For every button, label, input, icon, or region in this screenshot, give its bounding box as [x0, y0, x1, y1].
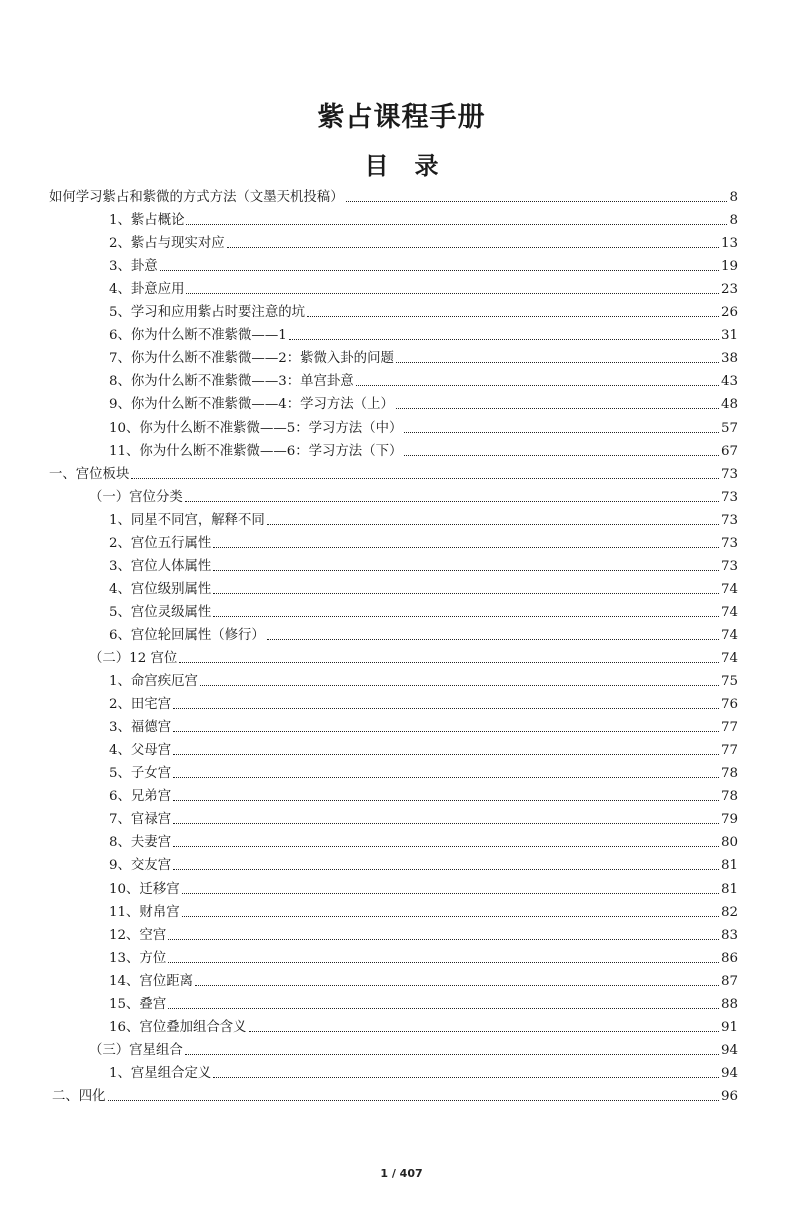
toc-entry[interactable]: [109, 278, 738, 298]
toc-entry-page: 13: [720, 236, 738, 252]
toc-entry[interactable]: [109, 924, 738, 944]
toc-leader-dots: [108, 1099, 719, 1101]
toc-entry[interactable]: [109, 509, 738, 529]
toc-entry-title: 7、官禄宫: [109, 812, 172, 828]
toc-leader-dots: [160, 269, 719, 271]
document-title: 紫占课程手册: [317, 102, 486, 133]
toc-entry-page: 94: [720, 1042, 738, 1058]
toc-entry[interactable]: [109, 808, 738, 828]
toc-entry-title: 6、你为什么断不准紫微——1: [109, 328, 287, 344]
toc-leader-dots: [168, 1007, 719, 1009]
toc-entry[interactable]: [109, 209, 738, 229]
toc-entry-title: 6、兄弟宫: [109, 789, 172, 805]
toc-entry-title: 11、财帛宫: [109, 904, 180, 920]
toc-entry-page: 74: [720, 604, 738, 620]
toc-entry[interactable]: [109, 831, 738, 851]
toc-leader-dots: [173, 707, 719, 709]
toc-entry-title: 9、交友宫: [109, 858, 172, 874]
toc-entry[interactable]: [109, 301, 738, 321]
toc-entry-page: 73: [720, 489, 738, 505]
toc-entry-title: 3、卦意: [109, 259, 158, 275]
toc-entry-page: 23: [720, 282, 738, 298]
toc-leader-dots: [356, 384, 719, 386]
toc-leader-dots: [213, 569, 719, 571]
toc-entry[interactable]: [109, 347, 738, 367]
toc-leader-dots: [213, 592, 719, 594]
toc-leader-dots: [168, 938, 719, 940]
toc-leader-dots: [173, 730, 719, 732]
toc-entry-page: 8: [729, 213, 738, 229]
toc-entry-page: 76: [720, 697, 738, 713]
toc-leader-dots: [173, 845, 719, 847]
toc-entry-page: 81: [720, 858, 738, 874]
toc-heading: [0, 146, 803, 181]
toc-entry-page: 8: [729, 190, 738, 205]
toc-entry-page: 94: [720, 1065, 738, 1081]
toc-leader-dots: [267, 523, 719, 525]
toc-entry-title: 7、你为什么断不准紫微——2：紫微入卦的问题: [109, 351, 394, 367]
toc-entry[interactable]: [109, 578, 738, 598]
toc-entry[interactable]: [109, 739, 738, 759]
toc-entry-page: 73: [720, 558, 738, 574]
toc-entry[interactable]: [109, 440, 738, 460]
page-number: 1 / 407: [380, 1167, 423, 1180]
toc-entry-page: 88: [720, 996, 738, 1012]
toc-entry[interactable]: [109, 901, 738, 921]
toc-entry[interactable]: [109, 393, 738, 413]
toc-entry-title: 2、宫位五行属性: [109, 535, 212, 551]
toc-entry[interactable]: [109, 970, 738, 990]
toc-entry-title: 9、你为什么断不准紫微——4：学习方法（上）: [109, 397, 394, 413]
toc-leader-dots: [200, 684, 719, 686]
toc-leader-dots: [404, 454, 719, 456]
toc-leader-dots: [213, 1076, 719, 1078]
toc-entry-title: 10、迁移宫: [109, 881, 180, 897]
toc-heading-char-1: 目: [364, 152, 389, 180]
toc-entry[interactable]: [109, 670, 738, 690]
toc-leader-dots: [173, 822, 719, 824]
toc-entry-page: 31: [720, 328, 738, 344]
toc-entry-title: 12、空宫: [109, 927, 167, 943]
toc-entry-page: 74: [720, 581, 738, 597]
toc-entry-page: 26: [720, 305, 738, 321]
toc-entry-page: 73: [720, 535, 738, 551]
toc-entry-title: 3、福德宫: [109, 720, 172, 736]
toc-entry-title: 1、宫星组合定义: [109, 1065, 212, 1081]
toc-entry[interactable]: [109, 601, 738, 621]
toc-entry-title: 10、你为什么断不准紫微——5：学习方法（中）: [109, 420, 403, 436]
toc-entry-title: 15、叠宫: [109, 996, 167, 1012]
toc-entry-title: （二）12 宫位: [89, 651, 178, 666]
toc-entry-page: 43: [720, 374, 738, 390]
toc-entry-title: 3、宫位人体属性: [109, 558, 212, 574]
toc-entry-page: 78: [720, 789, 738, 805]
toc-entry[interactable]: [109, 417, 738, 437]
toc-entry[interactable]: [109, 693, 738, 713]
toc-entry[interactable]: [109, 1016, 738, 1036]
toc-leader-dots: [182, 892, 719, 894]
toc-entry-page: 75: [720, 674, 738, 690]
toc-leader-dots: [168, 961, 719, 963]
toc-entry-page: 67: [720, 443, 738, 459]
toc-entry[interactable]: [109, 555, 738, 575]
toc-leader-dots: [173, 776, 719, 778]
toc-entry-title: 4、父母宫: [109, 743, 172, 759]
toc-entry[interactable]: [109, 232, 738, 252]
toc-entry-page: 87: [720, 973, 738, 989]
toc-entry-page: 73: [720, 512, 738, 528]
toc-entry-title: 4、卦意应用: [109, 282, 185, 298]
toc-entry[interactable]: [109, 324, 738, 344]
toc-entry[interactable]: [109, 1062, 738, 1082]
toc-leader-dots: [173, 799, 719, 801]
toc-entry[interactable]: [109, 255, 738, 275]
toc-leader-dots: [185, 500, 719, 502]
toc-entry-page: 73: [720, 466, 738, 482]
toc-entry-page: 81: [720, 881, 738, 897]
toc-entry-title: 1、紫占概论: [109, 213, 185, 229]
toc-leader-dots: [213, 546, 719, 548]
toc-entry[interactable]: [49, 463, 738, 483]
toc-entry-title: 2、田宅宫: [109, 697, 172, 713]
toc-entry[interactable]: [109, 854, 738, 874]
toc-entry-page: 82: [720, 904, 738, 920]
toc-entry-title: 8、夫妻宫: [109, 835, 172, 851]
toc-entry[interactable]: [49, 186, 738, 206]
toc-entry-page: 77: [720, 743, 738, 759]
toc-entry[interactable]: [109, 993, 738, 1013]
toc-entry-title: 13、方位: [109, 950, 167, 966]
toc-entry-title: 11、你为什么断不准紫微——6：学习方法（下）: [109, 443, 403, 459]
toc-leader-dots: [186, 292, 718, 294]
toc-entry[interactable]: [109, 878, 738, 898]
toc-leader-dots: [404, 431, 719, 433]
toc-entry-page: 96: [720, 1088, 738, 1104]
toc-entry-title: 二、四化: [52, 1088, 106, 1104]
toc-entry-page: 19: [720, 259, 738, 275]
toc-leader-dots: [249, 1030, 719, 1032]
toc-entry-title: 5、宫位灵级属性: [109, 604, 212, 620]
toc-entry[interactable]: [109, 716, 738, 736]
toc-entry-title: 14、宫位距离: [109, 973, 193, 989]
toc-entry-title: 8、你为什么断不准紫微——3：单宫卦意: [109, 374, 354, 390]
toc-entry[interactable]: [109, 370, 738, 390]
toc-leader-dots: [267, 638, 719, 640]
toc-leader-dots: [179, 661, 719, 663]
toc-leader-dots: [173, 868, 719, 870]
toc-entry-title: （一）宫位分类: [89, 489, 183, 505]
toc-leader-dots: [227, 246, 719, 248]
toc-leader-dots: [182, 915, 719, 917]
toc-entry[interactable]: [52, 1085, 738, 1105]
toc-leader-dots: [186, 223, 727, 225]
toc-entry-page: 86: [720, 950, 738, 966]
toc-leader-dots: [173, 753, 719, 755]
toc-entry[interactable]: [89, 1039, 738, 1059]
toc-entry-title: 如何学习紫占和紫微的方式方法（文墨天机投稿）: [49, 190, 344, 205]
toc-entry[interactable]: [89, 647, 738, 667]
toc-entry-title: 5、学习和应用紫占时要注意的坑: [109, 305, 305, 321]
toc-heading-char-2: 录: [414, 152, 439, 180]
toc-entry[interactable]: [89, 486, 738, 506]
toc-entry-page: 79: [720, 812, 738, 828]
toc-entry-page: 74: [720, 627, 738, 643]
toc-entry-title: 5、子女宫: [109, 766, 172, 782]
toc-entry[interactable]: [109, 762, 738, 782]
toc-entry[interactable]: [109, 947, 738, 967]
toc-leader-dots: [396, 361, 719, 363]
toc-leader-dots: [307, 315, 719, 317]
toc-entry-title: 1、命宫疾厄宫: [109, 674, 198, 690]
toc-entry-title: 6、宫位轮回属性（修行）: [109, 627, 265, 643]
toc-entry-title: 一、宫位板块: [49, 466, 130, 482]
toc-entry-page: 80: [720, 835, 738, 851]
toc-entry-title: 4、宫位级别属性: [109, 581, 212, 597]
toc-entry[interactable]: [109, 624, 738, 644]
toc-entry-title: 16、宫位叠加组合含义: [109, 1019, 247, 1035]
toc-leader-dots: [289, 338, 719, 340]
toc-leader-dots: [396, 407, 719, 409]
toc-leader-dots: [213, 615, 719, 617]
toc-entry-page: 74: [720, 651, 738, 666]
toc-entry-page: 78: [720, 766, 738, 782]
toc-leader-dots: [185, 1053, 719, 1055]
toc-entry-page: 77: [720, 720, 738, 736]
toc-leader-dots: [131, 477, 719, 479]
toc-entry-title: （三）宫星组合: [89, 1042, 183, 1058]
toc-entry[interactable]: [109, 532, 738, 552]
toc-leader-dots: [346, 200, 728, 202]
toc-entry-page: 83: [720, 927, 738, 943]
toc-leader-dots: [195, 984, 719, 986]
toc-entry-page: 57: [720, 420, 738, 436]
toc-entry-title: 1、同星不同宫，解释不同: [109, 512, 265, 528]
toc-entry-page: 48: [720, 397, 738, 413]
toc-entry-page: 38: [720, 351, 738, 367]
toc-entry[interactable]: [109, 785, 738, 805]
toc-entry-title: 2、紫占与现实对应: [109, 236, 225, 252]
toc-entry-page: 91: [720, 1019, 738, 1035]
